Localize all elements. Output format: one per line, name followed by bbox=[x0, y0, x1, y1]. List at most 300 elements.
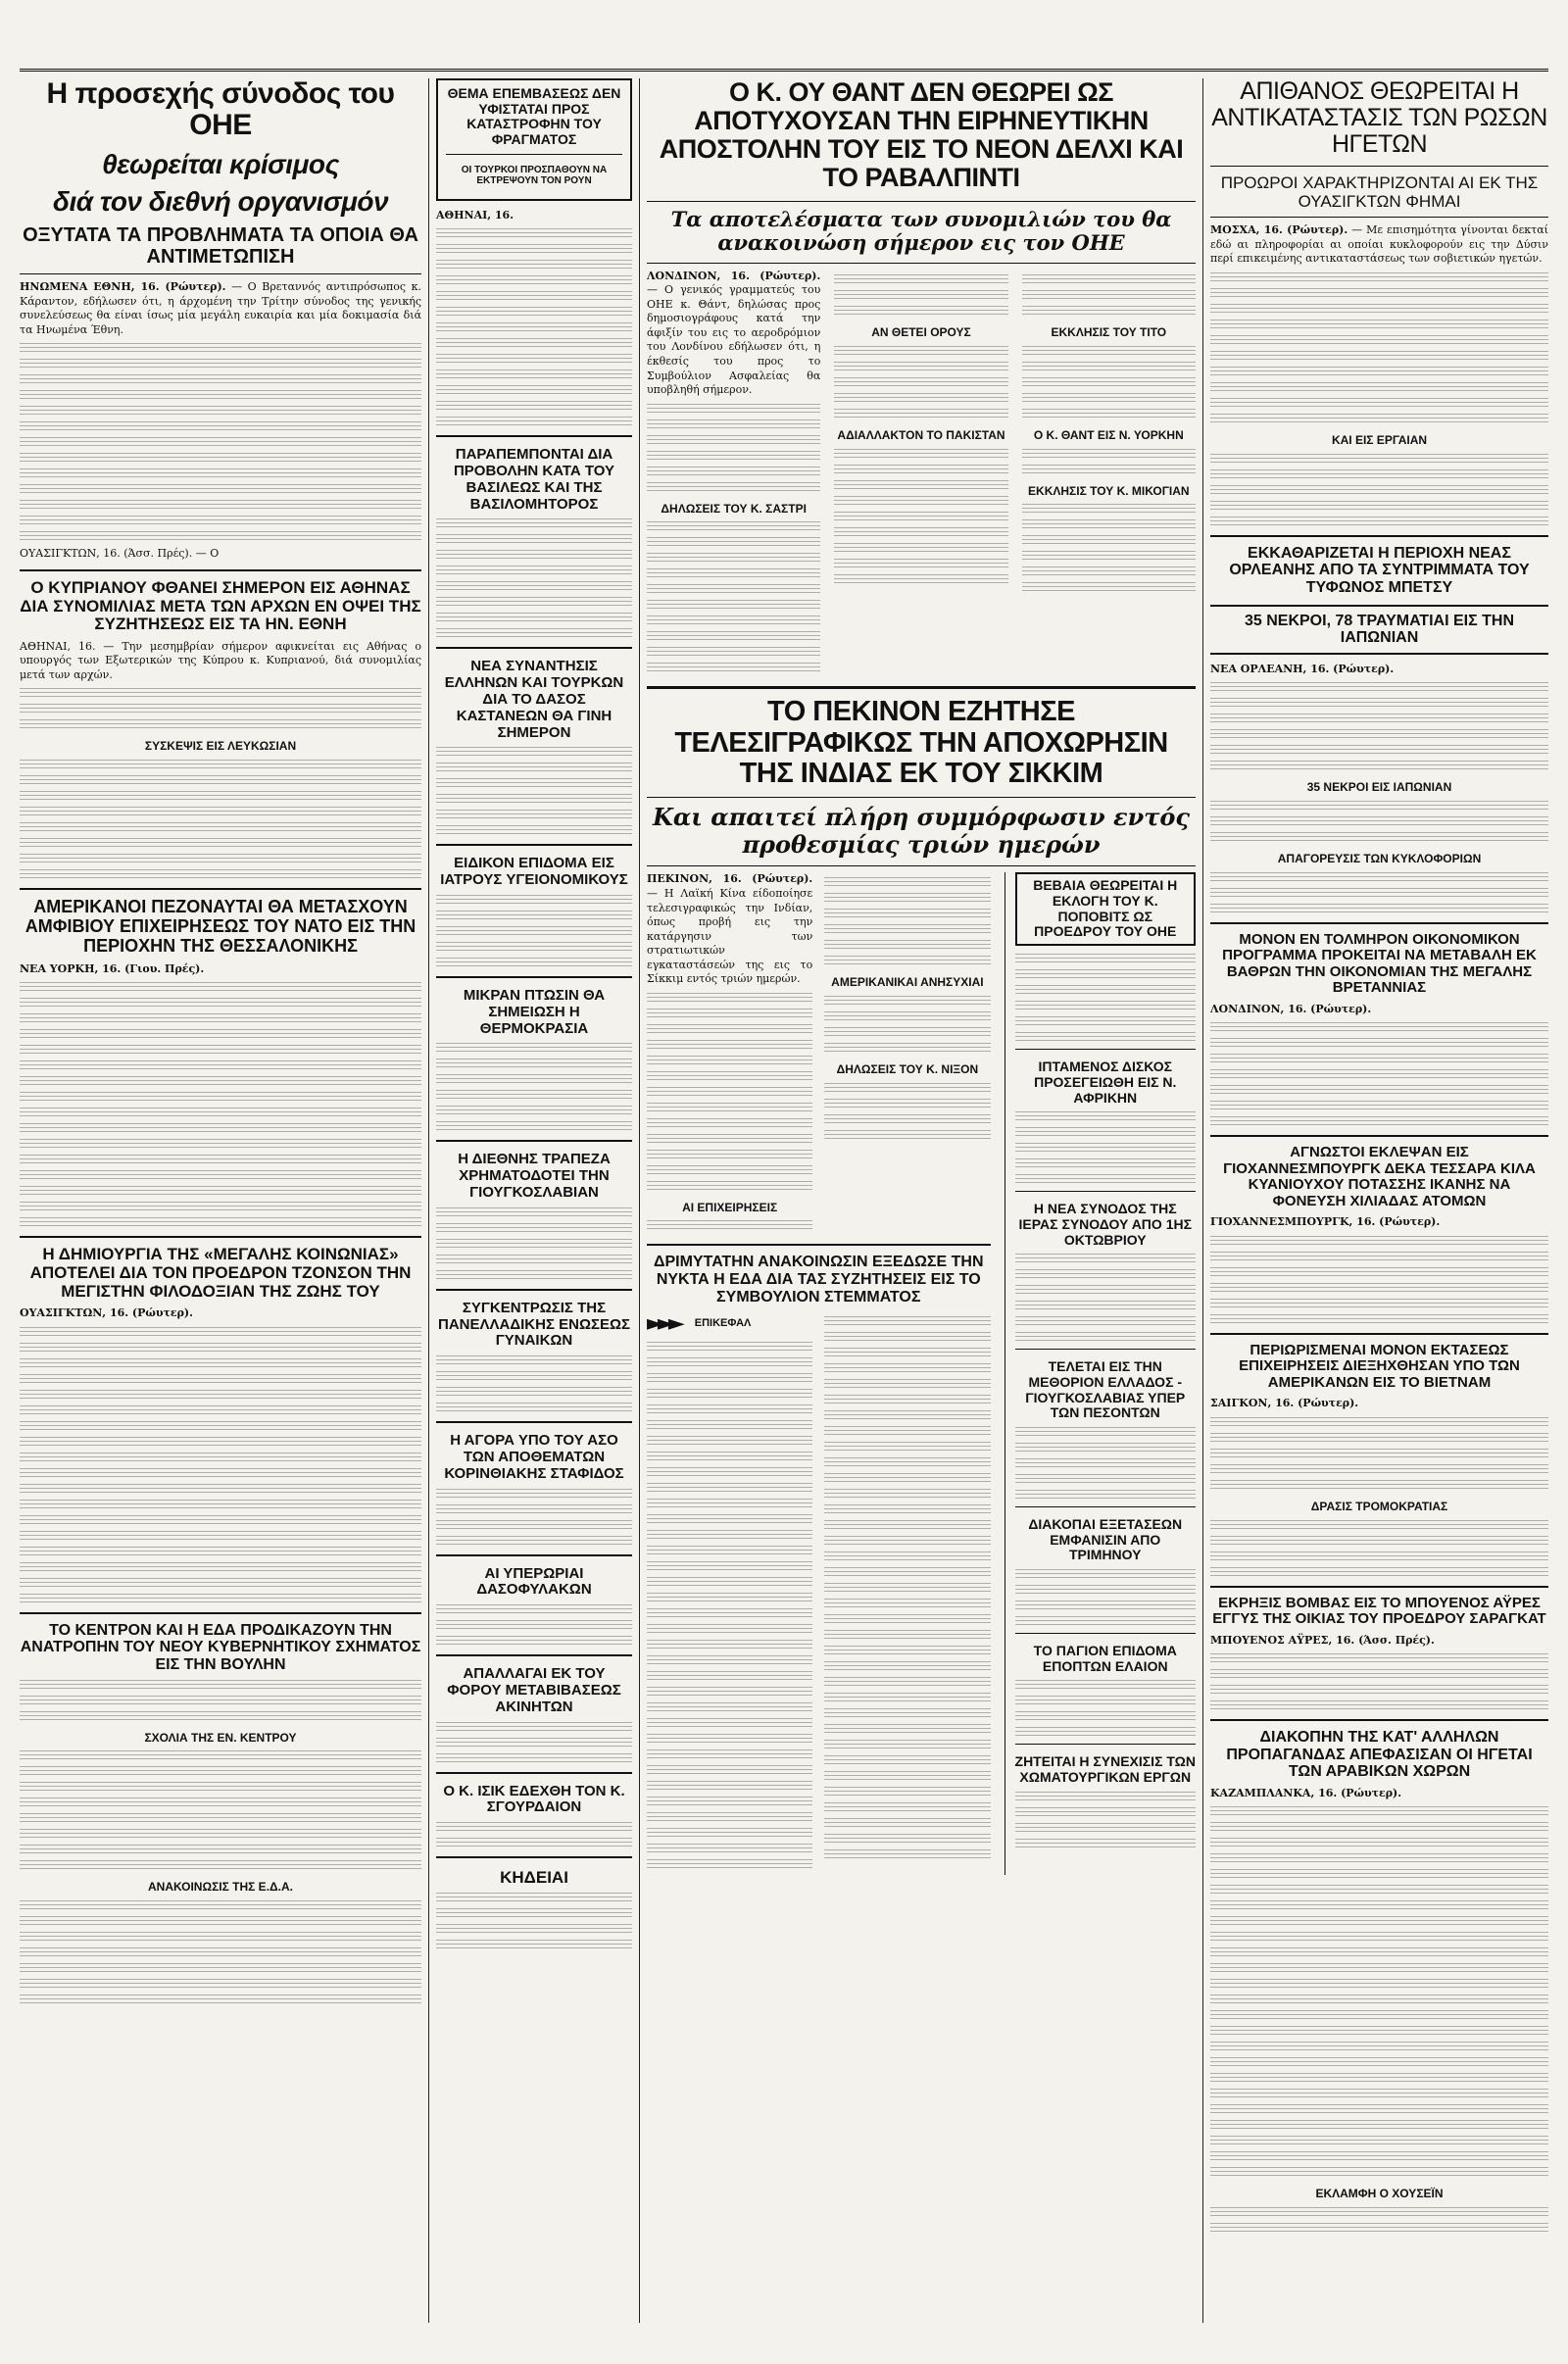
illegible-text bbox=[824, 1114, 990, 1125]
illegible-text bbox=[1015, 1285, 1196, 1296]
illegible-text bbox=[1015, 1727, 1196, 1738]
subheadline: 35 ΝΕΚΡΟΙ, 78 ΤΡΑΥΜΑΤΙΑΙ ΕΙΣ ΤΗΝ ΙΑΠΩΝΙΑΝ bbox=[1210, 605, 1548, 655]
lead-article-russia bbox=[1210, 78, 1548, 527]
section-title: ΔΗΛΩΣΕΙΣ ΤΟΥ Κ. ΝΙΞΟΝ bbox=[836, 1062, 979, 1077]
illegible-text bbox=[647, 1655, 812, 1666]
headline: ΤΟ ΠΑΓΙΟΝ ΕΠΙΔΟΜΑ ΕΠΟΠΤΩΝ ΕΛΑΙΟΝ bbox=[1033, 1642, 1177, 1674]
headline: Η ΔΗΜΙΟΥΡΓΙΑ ΤΗΣ «ΜΕΓΑΛΗΣ ΚΟΙΝΩΝΙΑΣ» ΑΠΟΤΕΛΕΙ ΔΙΑ ΤΟΝ ΠΡΟΕΔΡΟΝ ΤΖΟΝΣΟΝ ΤΗΝ ΜΕΓΙΣΤΗΝ ΦΙΛΟΔΟΞΙΑΝ ΤΗΣ ΖΩΗΣ ΤΟΥ bbox=[29, 1245, 412, 1301]
illegible-text bbox=[1015, 1254, 1196, 1264]
article-cyanide bbox=[1210, 1145, 1548, 1325]
headline: ΑΓΝΩΣΤΟΙ ΕΚΛΕΨΑΝ ΕΙΣ ΓΙΟΧΑΝΝΕΣΜΠΟΥΡΓΚ ΔΕΚΑ ΤΕΣΣΑΡΑ ΚΙΛΑ ΚΥΑΝΙΟΥΧΟΥ ΠΟΤΑΣΣΗΣ ΙΚΑΝΗΣ ΝΑ ΦΟΝΕΥΣΗ ΧΙΛΙΑΔΑΣ ΑΤΟΜΩΝ bbox=[1223, 1144, 1536, 1209]
body-text: — Με επισημότητα γίνονται δεκταί εδώ αι πληροφορίαι αι οποίαι κυκλοφορούν εις την Δύσιν περί επικειμένης αντικαταστάσεως των σοβιετικών ηγετών. bbox=[1210, 223, 1548, 266]
illegible-text bbox=[647, 1546, 812, 1556]
illegible-text bbox=[436, 1239, 632, 1250]
illegible-text bbox=[1022, 465, 1196, 475]
illegible-text bbox=[824, 1473, 990, 1484]
divider bbox=[1015, 1506, 1196, 1507]
illegible-text bbox=[1015, 1823, 1196, 1834]
dateline: ΝΕΑ ΥΟΡΚΗ, 16. (Γιου. Πρές). bbox=[20, 961, 205, 975]
illegible-text bbox=[20, 374, 421, 385]
illegible-text bbox=[436, 322, 632, 333]
article-column bbox=[647, 1311, 812, 1875]
illegible-text bbox=[20, 1932, 421, 1943]
illegible-text bbox=[1210, 288, 1548, 299]
illegible-text bbox=[1022, 377, 1196, 388]
illegible-text bbox=[1015, 1458, 1196, 1469]
illegible-text bbox=[1015, 954, 1196, 964]
illegible-text bbox=[1210, 454, 1548, 465]
illegible-text bbox=[436, 763, 632, 773]
illegible-text bbox=[436, 385, 632, 396]
illegible-text bbox=[1210, 1417, 1548, 1428]
illegible-text bbox=[20, 1437, 421, 1448]
illegible-text bbox=[824, 1834, 990, 1845]
illegible-text bbox=[1015, 985, 1196, 996]
illegible-text bbox=[20, 1405, 421, 1416]
article-column bbox=[834, 270, 1007, 678]
illegible-text bbox=[20, 468, 421, 479]
illegible-text bbox=[834, 393, 1007, 404]
illegible-text bbox=[1210, 1669, 1548, 1680]
illegible-text bbox=[1210, 1299, 1548, 1309]
illegible-text bbox=[1210, 1806, 1548, 1817]
illegible-text bbox=[824, 1379, 990, 1390]
illegible-text bbox=[824, 1489, 990, 1500]
illegible-text bbox=[647, 1483, 812, 1494]
illegible-text bbox=[824, 940, 990, 951]
illegible-text bbox=[824, 1787, 990, 1798]
section-title: ΕΚΛΑΜΦΗ Ο ΧΟΥΣΕΪΝ bbox=[1315, 2187, 1444, 2201]
illegible-text bbox=[20, 516, 421, 526]
illegible-text bbox=[20, 838, 421, 849]
illegible-text bbox=[647, 1452, 812, 1462]
illegible-text bbox=[436, 417, 632, 427]
illegible-text bbox=[1022, 290, 1196, 301]
headline: ΣΥΓΚΕΝΤΡΩΣΙΣ ΤΗΣ ΠΑΝΕΛΛΑΔΙΚΗΣ ΕΝΩΣΕΩΣ ΓΥΝΑΙΚΩΝ bbox=[437, 1299, 631, 1350]
illegible-text bbox=[824, 924, 990, 935]
article-columns bbox=[647, 872, 1196, 1875]
illegible-text bbox=[436, 260, 632, 271]
body-text: ΟΥΑΣΙΓΚΤΩΝ, 16. (Άσσ. Πρές). — Ο bbox=[20, 547, 220, 561]
article-column bbox=[824, 872, 990, 1236]
illegible-text bbox=[824, 1011, 990, 1022]
illegible-text bbox=[20, 1578, 421, 1589]
illegible-text bbox=[436, 518, 632, 529]
illegible-text bbox=[20, 854, 421, 864]
illegible-text bbox=[1210, 745, 1548, 756]
illegible-text bbox=[436, 307, 632, 318]
illegible-text bbox=[436, 354, 632, 365]
illegible-text bbox=[647, 1071, 812, 1082]
illegible-text bbox=[1210, 1916, 1548, 1927]
headline: ΤΕΛΕΤΑΙ ΕΙΣ ΤΗΝ ΜΕΘΟΡΙΟΝ ΕΛΛΑΔΟΣ - ΓΙΟΥΓΚΟΣΛΑΒΙΑΣ ΥΠΕΡ ΤΩΝ ΠΕΣΟΝΤΩΝ bbox=[1025, 1358, 1186, 1421]
illegible-text bbox=[647, 1577, 812, 1588]
illegible-text bbox=[1210, 335, 1548, 346]
illegible-text bbox=[647, 1342, 812, 1353]
illegible-text bbox=[824, 1599, 990, 1609]
illegible-text bbox=[436, 550, 632, 561]
illegible-text bbox=[20, 1829, 421, 1840]
divider bbox=[1210, 535, 1548, 537]
column-2 bbox=[436, 78, 632, 1955]
illegible-text bbox=[20, 1092, 421, 1103]
newspaper-page bbox=[20, 20, 1548, 2323]
illegible-text bbox=[824, 1740, 990, 1750]
illegible-text bbox=[20, 1711, 421, 1722]
divider bbox=[647, 686, 1196, 689]
illegible-text bbox=[20, 1766, 421, 1777]
illegible-text bbox=[1015, 1158, 1196, 1169]
divider bbox=[1015, 1744, 1196, 1745]
illegible-text bbox=[1015, 1032, 1196, 1043]
section-title: ΔΡΑΣΙΣ ΤΡΟΜΟΚΡΑΤΙΑΣ bbox=[1310, 1499, 1448, 1513]
illegible-text bbox=[647, 451, 820, 462]
illegible-text bbox=[1210, 1653, 1548, 1664]
illegible-text bbox=[647, 1118, 812, 1129]
illegible-text bbox=[1022, 346, 1196, 357]
illegible-text bbox=[1015, 1601, 1196, 1611]
illegible-text bbox=[647, 1765, 812, 1776]
article-column bbox=[647, 270, 820, 678]
illegible-text bbox=[1210, 351, 1548, 362]
headline: ΖΗΤΕΙΤΑΙ Η ΣΥΝΕΧΙΣΙΣ ΤΩΝ ΧΩΜΑΤΟΥΡΓΙΚΩΝ ΕΡΓΩΝ bbox=[1014, 1753, 1196, 1785]
illegible-text bbox=[647, 1797, 812, 1807]
illegible-text bbox=[20, 1123, 421, 1134]
illegible-text bbox=[20, 1680, 421, 1691]
illegible-text bbox=[436, 581, 632, 592]
divider bbox=[20, 1612, 421, 1614]
illegible-text bbox=[647, 1373, 812, 1384]
illegible-text bbox=[824, 1410, 990, 1421]
section-title: ΕΚΚΛΗΣΙΣ ΤΟΥ Κ. ΜΙΚΟΓΙΑΝ bbox=[1028, 483, 1190, 498]
illegible-text bbox=[647, 663, 820, 673]
divider bbox=[436, 1856, 632, 1858]
illegible-text bbox=[824, 1504, 990, 1515]
illegible-text bbox=[1210, 1101, 1548, 1111]
boxed-headline bbox=[1015, 872, 1196, 946]
illegible-text bbox=[1015, 1443, 1196, 1453]
illegible-text bbox=[20, 1013, 421, 1024]
headline-line-3: διά τον διεθνή οργανισμόν bbox=[52, 186, 389, 218]
illegible-text bbox=[1210, 2042, 1548, 2052]
illegible-text bbox=[20, 1515, 421, 1526]
headline: ΔΡΙΜΥΤΑΤΗΝ ΑΝΑΚΟΙΝΩΣΙΝ ΕΞΕΔΩΣΕ ΤΗΝ ΝΥΚΤΑ Η ΕΔΑ ΔΙΑ ΤΑΣ ΣΥΖΗΤΗΣΕΙΣ ΕΙΣ ΤΟ ΣΥΜΒΟΥΛΙΟΝ ΣΤΕΜΜΑΤΟΣ bbox=[653, 1254, 984, 1305]
illegible-text bbox=[436, 1520, 632, 1531]
illegible-text bbox=[824, 1348, 990, 1358]
illegible-text bbox=[647, 1812, 812, 1823]
illegible-text bbox=[20, 1343, 421, 1354]
illegible-text bbox=[436, 628, 632, 639]
illegible-text bbox=[1210, 2167, 1548, 2178]
illegible-text bbox=[20, 1798, 421, 1808]
side-column bbox=[1004, 872, 1196, 1875]
headline: ΜΟΝΟΝ ΕΝ ΤΟΛΜΗΡΟΝ ΟΙΚΟΝΟΜΙΚΟΝ ΠΡΟΓΡΑΜΜΑ ΠΡΟΚΕΙΤΑΙ ΝΑ ΜΕΤΑΒΑΛΗ ΕΚ ΒΑΘΡΩΝ ΤΗΝ ΟΙΚΟΝΟΜΙΑΝ ΤΗΣ ΜΕΓΑΛΗΣ ΒΡΕΤΑΝΝΙΑΣ bbox=[1222, 930, 1537, 997]
headline: ΑΜΕΡΙΚΑΝΟΙ ΠΕΖΟΝΑΥΤΑΙ ΘΑ ΜΕΤΑΣΧΟΥΝ ΑΜΦΙΒΙΟΥ ΕΠΙΧΕΙΡΗΣΕΩΣ ΤΟΥ ΝΑΤΟ ΕΙΣ ΤΗΝ ΠΕΡΙΟΧΗΝ ΤΗΣ ΘΕΣΣΑΛΟΝΙΚΗΣ bbox=[24, 897, 416, 956]
illegible-text bbox=[436, 613, 632, 623]
illegible-text bbox=[647, 1103, 812, 1113]
article-nato bbox=[20, 898, 421, 1228]
section-title: 35 ΝΕΚΡΟΙ ΕΙΣ ΙΑΠΩΝΙΑΝ bbox=[1306, 780, 1452, 795]
divider bbox=[1210, 1586, 1548, 1588]
dateline: ΜΟΣΧΑ, 16. (Ρώυτερ). bbox=[1210, 223, 1348, 237]
illegible-text bbox=[1210, 304, 1548, 315]
divider bbox=[20, 273, 421, 274]
article-column bbox=[647, 872, 812, 1236]
illegible-text bbox=[20, 1045, 421, 1056]
illegible-text bbox=[20, 760, 421, 770]
illegible-text bbox=[20, 1170, 421, 1181]
top-rule bbox=[20, 69, 1548, 72]
illegible-text bbox=[824, 1630, 990, 1641]
illegible-text bbox=[20, 1594, 421, 1604]
illegible-text bbox=[647, 1087, 812, 1098]
illegible-text bbox=[1015, 1174, 1196, 1185]
illegible-text bbox=[647, 1467, 812, 1478]
illegible-text bbox=[1210, 2223, 1548, 2234]
headline: ΕΚΡΗΞΙΣ ΒΟΜΒΑΣ ΕΙΣ ΤΟ ΜΠΟΥΕΝΟΣ ΑΫΡΕΣ ΕΓΓΥΣ ΤΗΣ ΟΙΚΙΑΣ ΤΟΥ ΠΡΟΕΔΡΟΥ ΣΑΡΑΓΚΑΤ bbox=[1212, 1594, 1546, 1628]
article-columns bbox=[647, 1311, 991, 1875]
headline: ΕΙΔΙΚΟΝ ΕΠΙΔΟΜΑ ΕΙΣ ΙΑΤΡΟΥΣ ΥΓΕΙΟΝΟΜΙΚΟΥΣ bbox=[440, 855, 628, 889]
illegible-text bbox=[647, 584, 820, 595]
illegible-text bbox=[1210, 801, 1548, 812]
headline: Ο Κ. ΟΥ ΘΑΝΤ ΔΕΝ ΘΕΩΡΕΙ ΩΣ ΑΠΟΤΥΧΟΥΣΑΝ ΤΗΝ ΕΙΡΗΝΕΥΤΙΚΗΝ ΑΠΟΣΤΟΛΗΝ ΤΟΥ ΕΙΣ ΤΟ ΝΕΟΝ ΔΕΛΧΙ ΚΑΙ ΤΟ ΡΑΒΑΛΠΙΝΤΙ bbox=[659, 77, 1184, 193]
divider bbox=[1015, 1049, 1196, 1050]
article-body bbox=[647, 270, 820, 398]
divider bbox=[20, 1236, 421, 1238]
illegible-text bbox=[824, 1551, 990, 1562]
illegible-text bbox=[647, 1040, 812, 1051]
subheadline: ΠΡΟΩΡΟΙ ΧΑΡΑΚΤΗΡΙΖΟΝΤΑΙ ΑΙ ΕΚ ΤΗΣ ΟΥΑΣΙΓΚΤΩΝ ΦΗΜΑΙ bbox=[1220, 173, 1539, 211]
illegible-text bbox=[824, 1027, 990, 1038]
illegible-text bbox=[824, 1693, 990, 1703]
illegible-text bbox=[647, 1056, 812, 1066]
illegible-text bbox=[824, 1332, 990, 1343]
illegible-text bbox=[834, 290, 1007, 301]
illegible-text bbox=[1210, 1885, 1548, 1896]
illegible-text bbox=[20, 869, 421, 880]
illegible-text bbox=[1022, 566, 1196, 577]
illegible-text bbox=[834, 449, 1007, 460]
divider bbox=[1015, 1349, 1196, 1350]
illegible-text bbox=[834, 543, 1007, 554]
illegible-text bbox=[1210, 398, 1548, 409]
illegible-text bbox=[647, 1749, 812, 1760]
section-title: ΚΑΙ ΕΙΣ ΕΡΓΑΙΑΝ bbox=[1331, 432, 1428, 447]
illegible-text bbox=[20, 406, 421, 417]
section-title: ΑΙ ΕΠΙΧΕΙΡΗΣΕΙΣ bbox=[682, 1200, 778, 1214]
column-divider bbox=[1202, 78, 1203, 2323]
illegible-text bbox=[647, 1436, 812, 1447]
article-britain bbox=[1210, 932, 1548, 1128]
illegible-text bbox=[1210, 1069, 1548, 1080]
illegible-text bbox=[824, 1818, 990, 1829]
illegible-text bbox=[647, 1009, 812, 1019]
article-body bbox=[20, 280, 421, 337]
headline: ΘΕΜΑ ΕΠΕΜΒΑΣΕΩΣ ΔΕΝ ΥΦΙΣΤΑΤΑΙ ΠΡΟΣ ΚΑΤΑΣΤΡΟΦΗΝ ΤΟΥ ΦΡΑΓΜΑΤΟΣ bbox=[447, 85, 621, 148]
illegible-text bbox=[20, 1963, 421, 1974]
section-title: Ο Κ. ΘΑΝΤ ΕΙΣ Ν. ΥΟΡΚΗΝ bbox=[1033, 427, 1184, 442]
illegible-text bbox=[647, 1181, 812, 1192]
section-title: ΕΚΚΛΗΣΙΣ ΤΟΥ ΤΙΤΟ bbox=[1051, 324, 1167, 339]
illegible-text bbox=[20, 1139, 421, 1150]
illegible-text bbox=[20, 1374, 421, 1385]
section-title: ΑΝΑΚΟΙΝΩΣΙΣ ΤΗΣ Ε.Δ.Α. bbox=[148, 1880, 293, 1895]
illegible-text bbox=[1210, 1853, 1548, 1864]
illegible-text bbox=[1210, 2073, 1548, 2084]
illegible-text bbox=[647, 1530, 812, 1541]
divider bbox=[20, 569, 421, 571]
illegible-text bbox=[1210, 1900, 1548, 1911]
illegible-text bbox=[1022, 362, 1196, 372]
illegible-text bbox=[647, 1671, 812, 1682]
illegible-text bbox=[1015, 1474, 1196, 1485]
illegible-text bbox=[1210, 414, 1548, 424]
illegible-text bbox=[20, 1186, 421, 1197]
divider bbox=[436, 1654, 632, 1656]
illegible-text bbox=[1210, 2057, 1548, 2068]
illegible-text bbox=[20, 1468, 421, 1479]
article-columns bbox=[647, 872, 991, 1236]
illegible-text bbox=[1210, 1536, 1548, 1547]
divider bbox=[436, 844, 632, 846]
illegible-text bbox=[647, 993, 812, 1004]
illegible-text bbox=[647, 1718, 812, 1729]
illegible-text bbox=[824, 1363, 990, 1374]
illegible-text bbox=[436, 747, 632, 758]
illegible-text bbox=[1015, 1711, 1196, 1722]
illegible-text bbox=[20, 1947, 421, 1958]
divider bbox=[436, 647, 632, 649]
illegible-text bbox=[20, 1995, 421, 2005]
illegible-text bbox=[647, 1150, 812, 1160]
illegible-text bbox=[20, 1900, 421, 1911]
headline: Η ΑΓΟΡΑ ΥΠΟ ΤΟΥ ΑΣΟ ΤΩΝ ΑΠΟΘΕΜΑΤΩΝ ΚΟΡΙΝΘΙΑΚΗΣ ΣΤΑΦΙΔΟΣ bbox=[444, 1432, 624, 1482]
article-columns bbox=[647, 270, 1196, 678]
illegible-text bbox=[1210, 1567, 1548, 1578]
dateline: ΝΕΑ ΟΡΛΕΑΝΗ, 16. (Ρώυτερ). bbox=[1210, 662, 1395, 675]
headline: Η ΔΙΕΘΝΗΣ ΤΡΑΠΕΖΑ ΧΡΗΜΑΤΟΔΟΤΕΙ ΤΗΝ ΓΙΟΥΓΚΟΣΛΑΒΙΑΝ bbox=[458, 1151, 611, 1201]
illegible-text bbox=[824, 1426, 990, 1437]
body-text: — Η Λαϊκή Κίνα είδοποίησε τελεσιγραφικώς την Ινδίαν, όπως προβή εις την κατάργησιν των στρατιωτικών εγκαταστάσεών της εις το Σίκκιμ εντός τριών ημερών. bbox=[647, 886, 813, 986]
illegible-text bbox=[1210, 320, 1548, 330]
illegible-text bbox=[20, 1782, 421, 1793]
illegible-text bbox=[20, 1390, 421, 1401]
illegible-text bbox=[647, 1420, 812, 1431]
subheadline: ΟΞΥΤΑΤΑ ΤΑ ΠΡΟΒΛΗΜΑΤΑ ΤΑ ΟΠΟΙΑ ΘΑ ΑΝΤΙΜΕΤΩΠΙΣΗ bbox=[23, 224, 418, 269]
dateline: ΗΝΩΜΕΝΑ ΕΘΝΗ, 16. (Ρώυτερ). bbox=[20, 280, 226, 294]
illegible-text bbox=[436, 1822, 632, 1833]
illegible-text bbox=[647, 1499, 812, 1509]
illegible-text bbox=[20, 704, 421, 714]
illegible-text bbox=[834, 346, 1007, 357]
headline: ΤΟ ΠΕΚΙΝΟΝ ΕΖΗΤΗΣΕ ΤΕΛΕΣΙΓΡΑΦΙΚΩΣ ΤΗΝ ΑΠΟΧΩΡΗΣΙΝ ΤΗΣ ΙΝΔΙΑΣ ΕΚ ΤΟΥ ΣΙΚΚΙΜ bbox=[674, 696, 1168, 789]
illegible-text bbox=[824, 1457, 990, 1468]
illegible-text bbox=[647, 647, 820, 658]
article-body bbox=[1210, 223, 1548, 267]
divider bbox=[1210, 217, 1548, 218]
divider bbox=[647, 201, 1196, 202]
illegible-text bbox=[824, 1849, 990, 1860]
illegible-text bbox=[1210, 2207, 1548, 2218]
illegible-text bbox=[824, 996, 990, 1007]
illegible-text bbox=[1015, 1301, 1196, 1311]
headline: Ο ΚΥΠΡΙΑΝΟΥ ΦΘΑΝΕΙ ΣΗΜΕΡΟΝ ΕΙΣ ΑΘΗΝΑΣ ΔΙΑ ΣΥΝΟΜΙΛΙΑΣ ΜΕΤΑ ΤΩΝ ΑΡΧΩΝ ΕΝ ΟΨΕΙ ΤΗΣ ΣΥΖΗΤΗΣΕΩΣ ΕΙΣ ΤΑ ΗΝ. ΕΘΝΗ bbox=[20, 577, 421, 634]
divider bbox=[647, 263, 1196, 264]
illegible-text bbox=[436, 566, 632, 576]
dateline: ΓΙΟΧΑΝΝΕΣΜΠΟΥΡΓΚ, 16. (Ρώυτερ). bbox=[1210, 1215, 1441, 1229]
illegible-text bbox=[1210, 501, 1548, 512]
illegible-text bbox=[1015, 1111, 1196, 1122]
illegible-text bbox=[834, 527, 1007, 538]
illegible-text bbox=[1210, 1085, 1548, 1096]
illegible-text bbox=[436, 1121, 632, 1132]
illegible-text bbox=[824, 1442, 990, 1453]
headline: ΝΕΑ ΣΥΝΑΝΤΗΣΙΣ ΕΛΛΗΝΩΝ ΚΑΙ ΤΟΥΡΚΩΝ ΔΙΑ ΤΟ ΔΑΣΟΣ ΚΑΣΤΑΝΕΩΝ ΘΑ ΓΙΝΗ ΣΗΜΕΡΟΝ bbox=[444, 658, 624, 741]
illegible-text bbox=[436, 1403, 632, 1413]
illegible-text bbox=[20, 359, 421, 369]
illegible-text bbox=[436, 825, 632, 836]
illegible-text bbox=[824, 1520, 990, 1531]
illegible-text bbox=[20, 1860, 421, 1871]
illegible-text bbox=[647, 1702, 812, 1713]
kicker-row bbox=[647, 1311, 812, 1336]
illegible-text bbox=[824, 1646, 990, 1656]
illegible-text bbox=[436, 597, 632, 608]
illegible-text bbox=[647, 1624, 812, 1635]
illegible-text bbox=[436, 1504, 632, 1515]
illegible-text bbox=[824, 1083, 990, 1094]
illegible-text bbox=[1210, 888, 1548, 899]
illegible-text bbox=[647, 1859, 812, 1870]
illegible-text bbox=[20, 1029, 421, 1040]
illegible-text bbox=[824, 877, 990, 888]
illegible-text bbox=[647, 1828, 812, 1839]
illegible-text bbox=[436, 778, 632, 789]
illegible-text bbox=[1210, 714, 1548, 724]
illegible-text bbox=[1015, 1127, 1196, 1138]
illegible-text bbox=[824, 1755, 990, 1766]
illegible-text bbox=[1015, 1585, 1196, 1596]
illegible-text bbox=[436, 1620, 632, 1631]
illegible-text bbox=[20, 1562, 421, 1573]
divider bbox=[647, 865, 1196, 866]
illegible-text bbox=[1015, 1316, 1196, 1327]
illegible-text bbox=[647, 1844, 812, 1854]
illegible-text bbox=[834, 480, 1007, 491]
illegible-text bbox=[20, 1696, 421, 1706]
section-title: ΑΝ ΘΕΤΕΙ ΟΡΟΥΣ bbox=[871, 324, 971, 339]
illegible-text bbox=[1015, 1569, 1196, 1580]
illegible-text bbox=[20, 1813, 421, 1824]
illegible-text bbox=[1015, 1143, 1196, 1154]
illegible-text bbox=[647, 1608, 812, 1619]
headline: ΠΑΡΑΠΕΜΠΟΝΤΑΙ ΔΙΑ ΠΡΟΒΟΛΗΝ ΚΑΤΑ ΤΟΥ ΒΑΣΙΛΕΩΣ ΚΑΙ ΤΗΣ ΒΑΣΙΛΟΜΗΤΟΡΟΣ bbox=[453, 446, 615, 513]
illegible-text bbox=[1210, 1838, 1548, 1848]
illegible-text bbox=[1022, 449, 1196, 460]
divider bbox=[446, 154, 622, 155]
illegible-text bbox=[20, 1500, 421, 1510]
illegible-text bbox=[824, 893, 990, 904]
illegible-text bbox=[20, 343, 421, 354]
illegible-text bbox=[824, 1802, 990, 1813]
illegible-text bbox=[824, 1130, 990, 1141]
illegible-text bbox=[647, 1593, 812, 1603]
illegible-text bbox=[1210, 698, 1548, 709]
divider bbox=[1210, 1135, 1548, 1137]
column-1 bbox=[20, 78, 421, 2010]
illegible-text bbox=[1210, 1022, 1548, 1033]
illegible-text bbox=[436, 1255, 632, 1265]
